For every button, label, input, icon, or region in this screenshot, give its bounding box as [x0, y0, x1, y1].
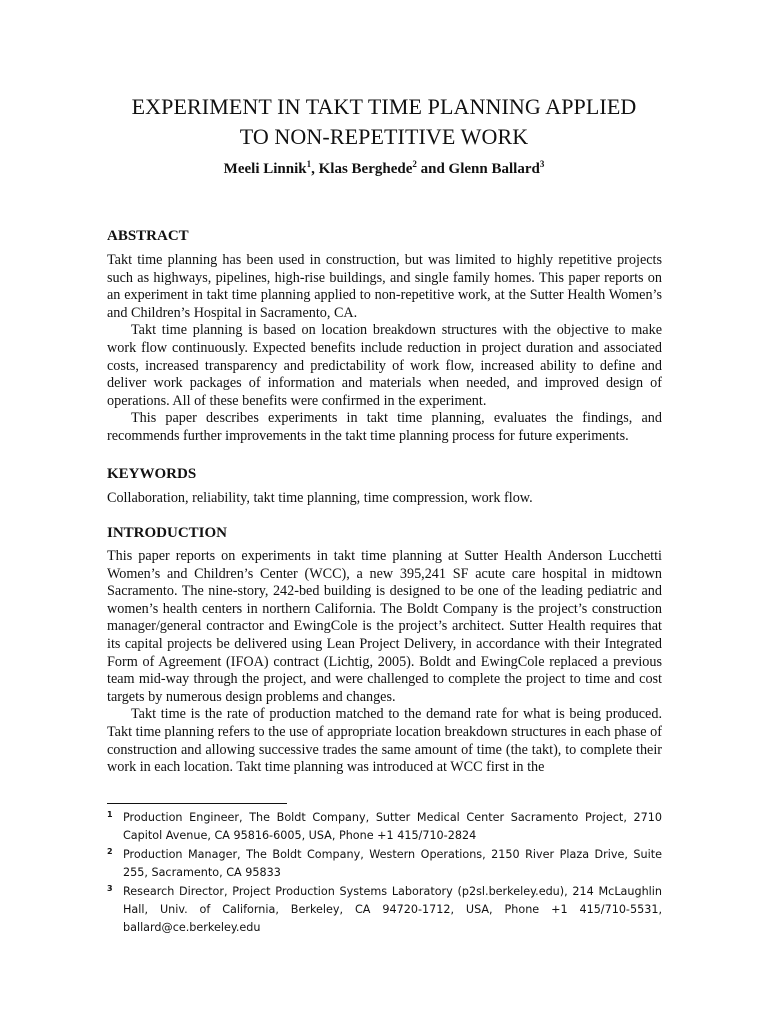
author-name: Klas Berghede: [318, 161, 413, 177]
keywords-heading: KEYWORDS: [107, 466, 197, 482]
footnote-text: Research Director, Project Production Systems Laboratory (p2sl.berkeley.edu), 214 McLaughlin Hall, Univ. of California, Berkeley, CA 94720-1712, USA, Phone +1 415/710-5531, ballard@ce.berkeley.edu: [123, 885, 662, 934]
author-footnote-mark: 3: [539, 159, 545, 169]
author-separator: and: [416, 161, 449, 177]
abstract-paragraph: This paper describes experiments in takt time planning, evaluates the findings, and recommends further improvements in the takt time planning process for future experiments.: [107, 410, 662, 444]
paper-title: [80, 92, 688, 152]
abstract-heading: ABSTRACT: [107, 228, 189, 244]
author-name: Glenn Ballard: [448, 161, 540, 177]
footnote: [107, 809, 662, 845]
title-line-2: TO NON-REPETITIVE WORK: [239, 124, 529, 149]
author-name: Meeli Linnik: [223, 161, 307, 177]
footnote-divider: [107, 803, 287, 804]
abstract-paragraph: Takt time planning has been used in construction, but was limited to highly repetitive projects such as highways, pipelines, high-rise buildings, and single family homes. This paper reports on an experiment in takt time planning applied to non-repetitive work, at the Sutter Health Women’s and Children’s Hospital in Sacramento, CA.: [107, 252, 662, 321]
introduction-heading: INTRODUCTION: [107, 525, 228, 541]
author-footnote-mark: 2: [412, 159, 417, 169]
footnote: [107, 846, 662, 882]
footnote-mark: 2: [107, 847, 113, 856]
footnote-mark: 3: [107, 884, 113, 893]
footnote-text: Production Manager, The Boldt Company, Western Operations, 2150 River Plaza Drive, Suite 255, Sacramento, CA 95833: [123, 848, 662, 879]
abstract-paragraph: Takt time planning is based on location breakdown structures with the objective to make work flow continuously. Expected benefits include reduction in project duration and associated costs, increased transparency and predictability of work flow, increased ability to define and deliver work packages of information and materials when needed, and improved design of operations. All of these benefits were confirmed in the experiment.: [107, 322, 662, 409]
abstract-body: [107, 252, 662, 446]
author-footnote-mark: 1: [306, 159, 312, 169]
author-list: [80, 158, 688, 180]
introduction-paragraph: Takt time is the rate of production matched to the demand rate for what is being produced. Takt time planning refers to the use of appropriate location breakdown structures in each phase of construction and allowing successive trades the same amount of time (the takt), to complete their work in each location. Takt time planning was introduced at WCC first in the: [107, 706, 662, 776]
introduction-body: [107, 548, 662, 777]
footnote: [107, 883, 662, 937]
author-separator: ,: [311, 161, 319, 177]
footnotes: [107, 809, 662, 938]
introduction-paragraph: This paper reports on experiments in takt time planning at Sutter Health Anderson Lucchetti Women’s and Children’s Center (WCC), a new 395,241 SF acute care hospital in midtown Sacramento. The nine-story, 242-bed building is designed to be one of the leading pediatric and women’s health centers in northern California. The Boldt Company is the project’s construction manager/general contractor and EwingCole is the project’s architect. Sutter Health requires that its capital projects be delivered using Lean Project Delivery, in accordance with their Integrated Form of Agreement (IFOA) contract (Lichtig, 2005). Boldt and EwingCole replaced a previous team mid-way through the project, and were challenged to complete the project to time and cost targets by numerous design problems and changes.: [107, 548, 662, 705]
keywords-body: [107, 490, 662, 508]
title-line-1: EXPERIMENT IN TAKT TIME PLANNING APPLIED: [131, 94, 637, 119]
footnote-text: Production Engineer, The Boldt Company, Sutter Medical Center Sacramento Project, 2710 Capitol Avenue, CA 95816-6005, USA, Phone +1 415/710-2824: [123, 811, 662, 842]
footnote-mark: 1: [107, 810, 113, 819]
keywords-text: Collaboration, reliability, takt time planning, time compression, work flow.: [107, 490, 533, 506]
